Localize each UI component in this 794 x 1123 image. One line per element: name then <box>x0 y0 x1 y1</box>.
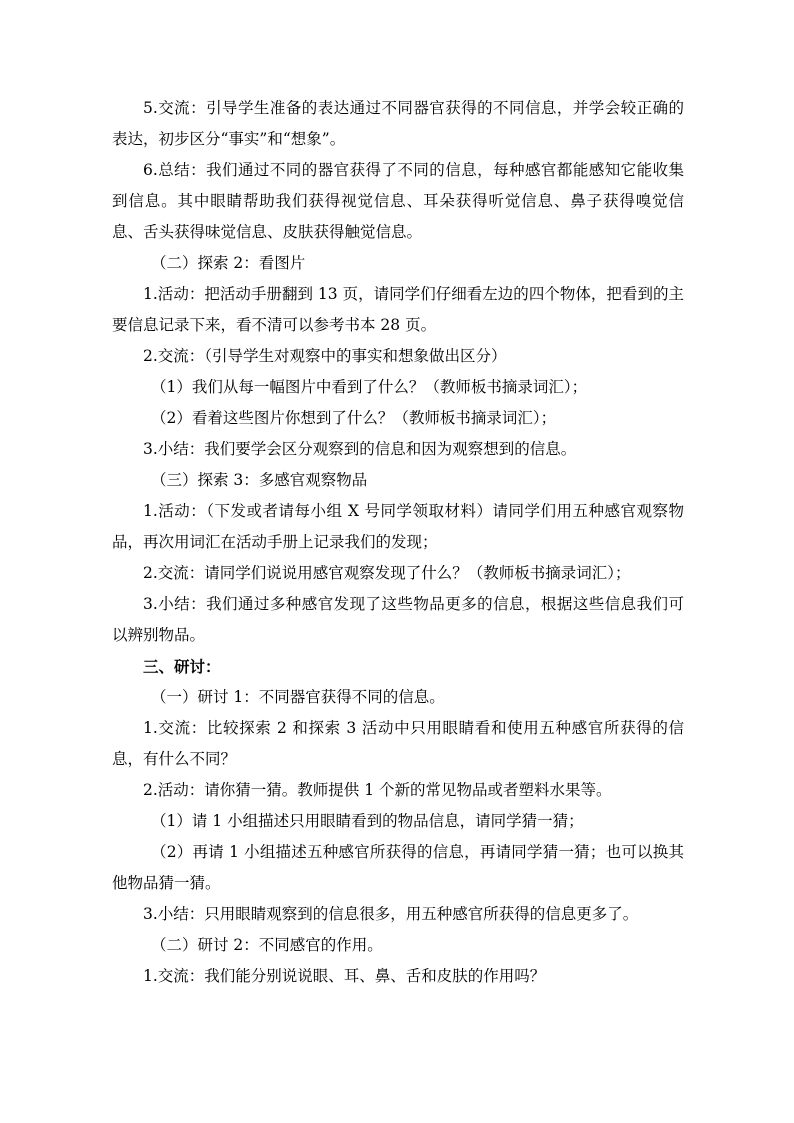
paragraph: 1.活动：把活动手册翻到 13 页，请同学们仔细看左边的四个物体，把看到的主要信息记录下来，看不清可以参考书本 28 页。 <box>112 285 684 334</box>
document-body <box>112 93 684 992</box>
paragraph: 6.总结：我们通过不同的器官获得了不同的信息，每种感官都能感知它能收集到信息。其中眼睛帮助我们获得视觉信息、耳朵获得听觉信息、鼻子获得嗅觉信息、舌头获得味觉信息、皮肤获得触觉信息。 <box>112 161 684 241</box>
paragraph: （2）看着这些图片你想到了什么？（教师板书摘录词汇）； <box>151 409 557 427</box>
paragraph: 1.交流：比较探索 2 和探索 3 活动中只用眼睛看和使用五种感官所获得的信息，有什么不同？ <box>112 719 684 768</box>
paragraph: 3.小结：我们通过多种感官发现了这些物品更多的信息，根据这些信息我们可以辨别物品。 <box>112 595 684 644</box>
paragraph: 2.活动：请你猜一猜。教师提供 1 个新的常见物品或者塑料水果等。 <box>143 781 612 799</box>
paragraph: 2.交流：请同学们说说用感官观察发现了什么？（教师板书摘录词汇）； <box>143 564 631 582</box>
paragraph: （2）再请 1 小组描述五种感官所获得的信息，再请同学猜一猜；也可以换其他物品猜一猜。 <box>112 843 684 892</box>
paragraph: 5.交流：引导学生准备的表达通过不同器官获得的不同信息，并学会较正确的表达，初步区分“事实”和“想象”。 <box>112 99 684 148</box>
chapter-heading: 三、研讨： <box>143 657 221 676</box>
section-heading: （二）探索 2：看图片 <box>151 254 306 272</box>
section-heading: （三）探索 3：多感官观察物品 <box>151 471 368 489</box>
paragraph: 1.活动：（下发或者请每小组 X 号同学领取材料）请同学们用五种感官观察物品，再次用词汇在活动手册上记录我们的发现； <box>112 502 684 551</box>
section-heading: （一）研讨 1：不同器官获得不同的信息。 <box>151 688 445 706</box>
paragraph: 2.交流：（引导学生对观察中的事实和想象做出区分） <box>143 347 507 365</box>
paragraph: （1）请 1 小组描述只用眼睛看到的物品信息，请同学猜一猜； <box>151 812 584 830</box>
paragraph: 3.小结：我们要学会区分观察到的信息和因为观察想到的信息。 <box>143 440 577 458</box>
paragraph: 1.交流：我们能分别说说眼、耳、鼻、舌和皮肤的作用吗？ <box>143 967 546 985</box>
section-heading: （二）研讨 2：不同感官的作用。 <box>151 936 383 954</box>
paragraph: （1）我们从每一幅图片中看到了什么？（教师板书摘录词汇）； <box>151 378 588 396</box>
paragraph: 3.小结：只用眼睛观察到的信息很多，用五种感官所获得的信息更多了。 <box>143 905 639 923</box>
